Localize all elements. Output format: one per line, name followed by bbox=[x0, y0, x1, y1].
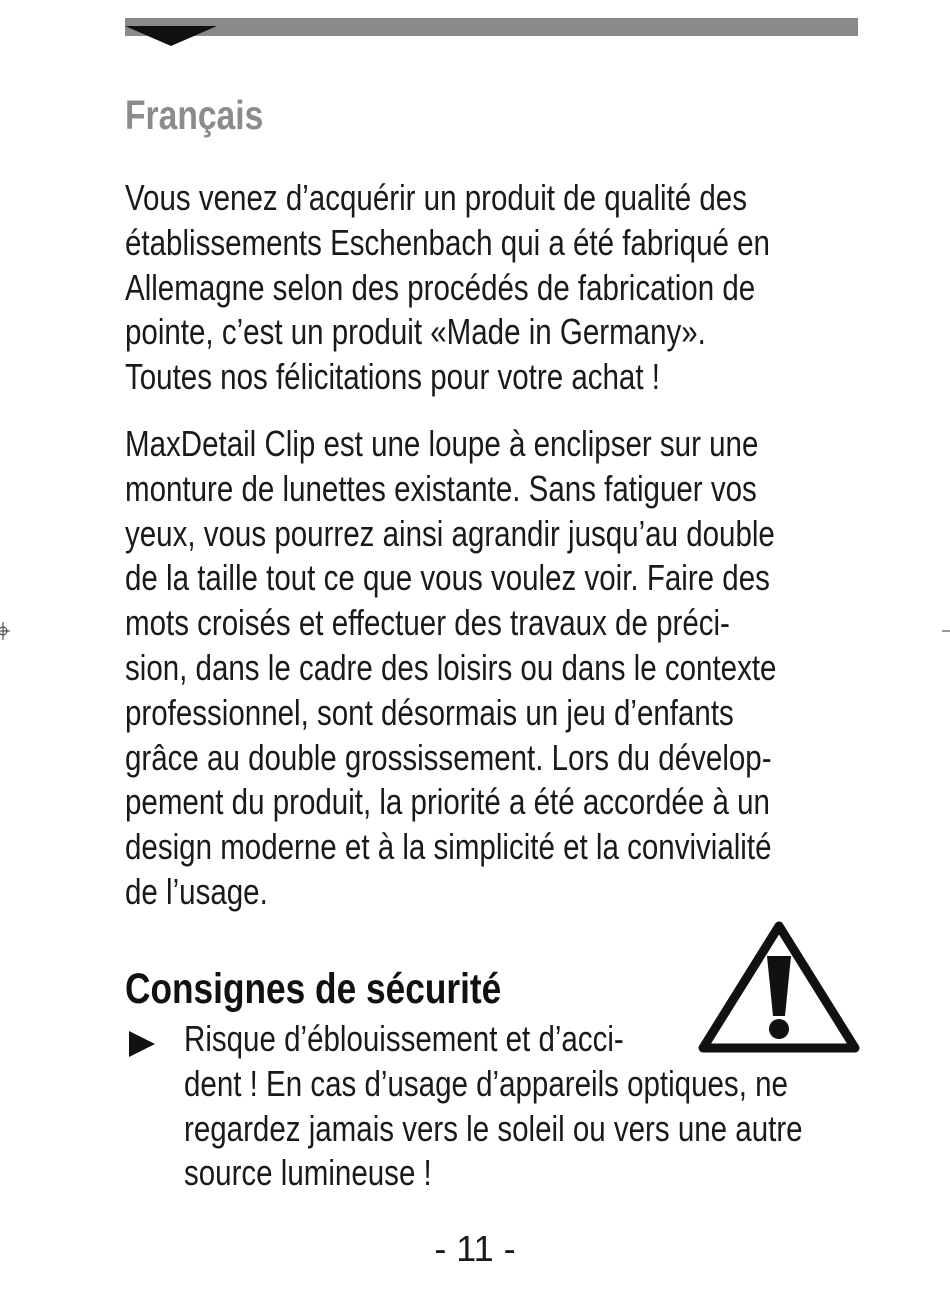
registration-mark-right bbox=[942, 622, 950, 640]
description-line: design moderne et à la simplicité et la convivialité bbox=[125, 826, 772, 868]
safety-bullet-line: source lumineuse ! bbox=[184, 1152, 432, 1194]
page-number: - 11 - bbox=[434, 1228, 516, 1269]
intro-line: pointe, c’est un produit «Made in Germany». bbox=[125, 311, 706, 353]
description-line: pement du produit, la priorité a été accordée à un bbox=[125, 781, 770, 823]
safety-title: Consignes de sécurité bbox=[125, 965, 502, 1013]
intro-line: Allemagne selon des procédés de fabrication de bbox=[125, 266, 756, 308]
header-tab-marker bbox=[125, 26, 217, 46]
description-line: de la taille tout ce que vous voulez voir. Faire des bbox=[125, 557, 770, 599]
registration-mark-left bbox=[0, 622, 10, 640]
safety-bullet-line: Risque d’éblouissement et d’acci- bbox=[184, 1018, 624, 1059]
description-line: grâce au double grossissement. Lors du dévelop- bbox=[125, 736, 772, 778]
section-title: Français bbox=[125, 92, 264, 138]
intro-line: établissements Eschenbach qui a été fabriqué en bbox=[125, 221, 770, 263]
header-bar bbox=[125, 18, 858, 36]
description-line: yeux, vous pourrez ainsi agrandir jusqu’au double bbox=[125, 512, 775, 554]
safety-bullet-line: regardez jamais vers le soleil ou vers une autre bbox=[184, 1107, 803, 1149]
description-line: monture de lunettes existante. Sans fatiguer vos bbox=[125, 467, 757, 509]
description-line: sion, dans le cadre des loisirs ou dans le contexte bbox=[125, 646, 777, 688]
intro-paragraph bbox=[125, 176, 830, 400]
description-line: MaxDetail Clip est une loupe à enclipser sur une bbox=[125, 423, 759, 464]
description-line: mots croisés et effectuer des travaux de préci- bbox=[125, 602, 730, 644]
triangle-bullet-icon bbox=[127, 1029, 157, 1059]
description-paragraph bbox=[125, 422, 830, 915]
description-line: de l’usage. bbox=[125, 870, 268, 912]
intro-line: Vous venez d’acquérir un produit de qualité des bbox=[125, 177, 747, 218]
safety-bullet-item bbox=[184, 1017, 803, 1196]
safety-bullet-line: dent ! En cas d’usage d’appareils optiques, ne bbox=[184, 1062, 788, 1104]
description-line: professionnel, sont désormais un jeu d’enfants bbox=[125, 691, 734, 733]
intro-line: Toutes nos félicitations pour votre achat ! bbox=[125, 356, 660, 398]
